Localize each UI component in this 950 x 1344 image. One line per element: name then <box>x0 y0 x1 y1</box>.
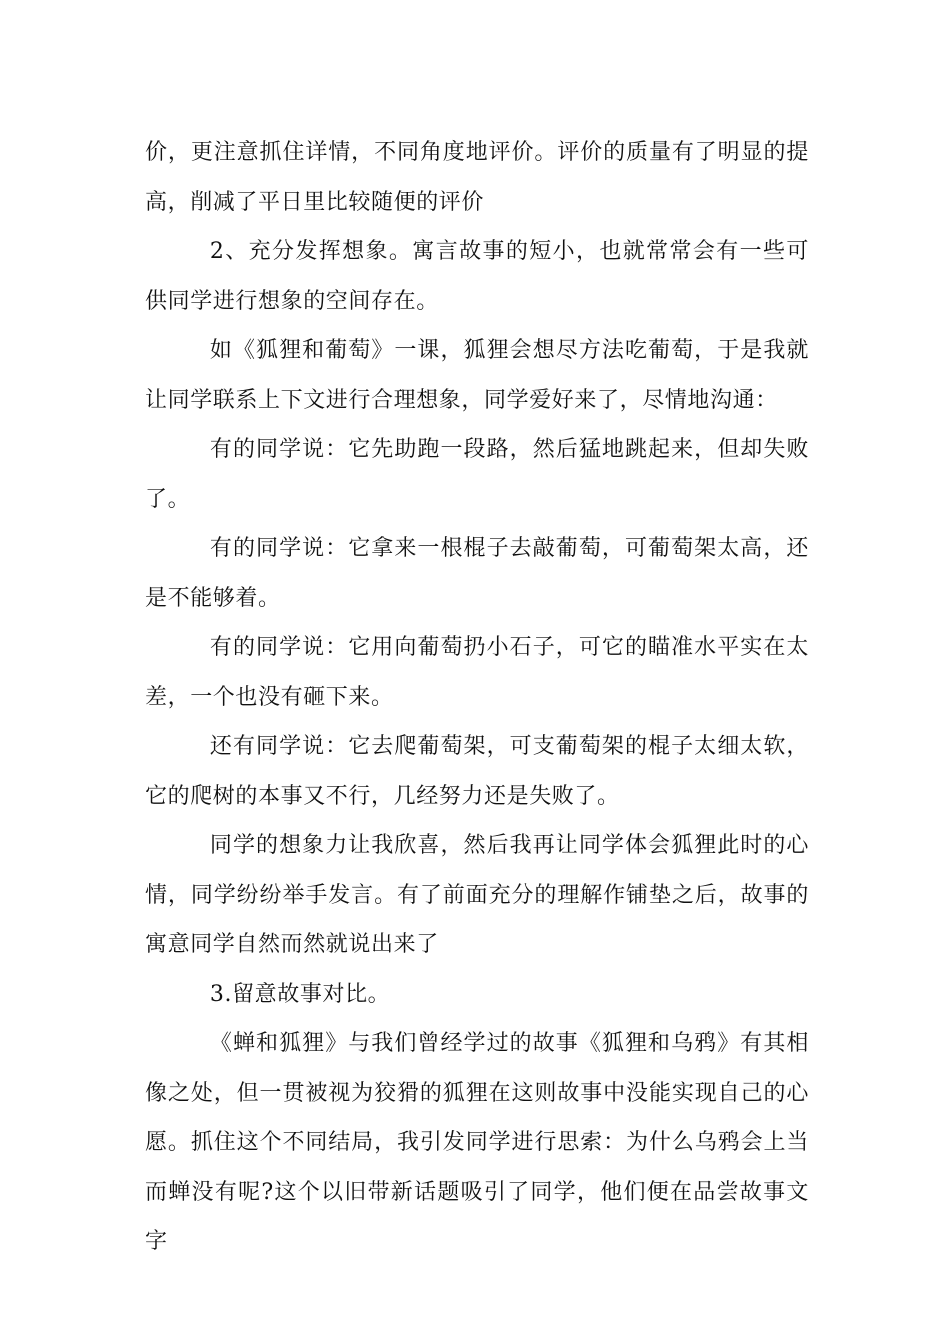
paragraph-story-comparison: 《蝉和狐狸》与我们曾经学过的故事《狐狸和乌鸦》有其相像之处，但一贯被视为狡猾的狐狸在这则故事中没能实现自己的心愿。抓住这个不同结局，我引发同学进行思索：为什么乌鸦会上当而蝉没有呢?这个以旧带新话题吸引了同学，他们便在品尝故事文字 <box>145 1031 809 1254</box>
paragraph-student-answer-3: 有的同学说：它用向葡萄扔小石子，可它的瞄准水平实在太差，一个也没有砸下来。 <box>145 635 809 710</box>
paragraph-imagination-summary: 同学的想象力让我欣喜，然后我再让同学体会狐狸此时的心情，同学纷纷举手发言。有了前面充分的理解作铺垫之后，故事的寓意同学自然而然就说出来了 <box>145 833 809 957</box>
paragraph-student-answer-2: 有的同学说：它拿来一根棍子去敲葡萄，可葡萄架太高，还是不能够着。 <box>145 536 809 611</box>
body-text <box>145 128 809 1267</box>
paragraph-continuation: 价，更注意抓住详情，不同角度地评价。评价的质量有了明显的提高，削减了平日里比较随便的评价 <box>145 140 809 215</box>
paragraph-point-3-heading: 3.留意故事对比。 <box>209 981 391 1007</box>
paragraph-point-2: 2、充分发挥想象。寓言故事的短小，也就常常会有一些可供同学进行想象的空间存在。 <box>145 239 809 314</box>
paragraph-student-answer-4: 还有同学说：它去爬葡萄架，可支葡萄架的棍子太细太软，它的爬树的本事又不行，几经努力还是失败了。 <box>145 734 809 809</box>
paragraph-fox-grapes-example: 如《狐狸和葡萄》一课，狐狸会想尽方法吃葡萄，于是我就让同学联系上下文进行合理想象，同学爱好来了，尽情地沟通： <box>145 338 809 413</box>
paragraph-student-answer-1: 有的同学说：它先助跑一段路，然后猛地跳起来，但却失败了。 <box>145 437 809 512</box>
